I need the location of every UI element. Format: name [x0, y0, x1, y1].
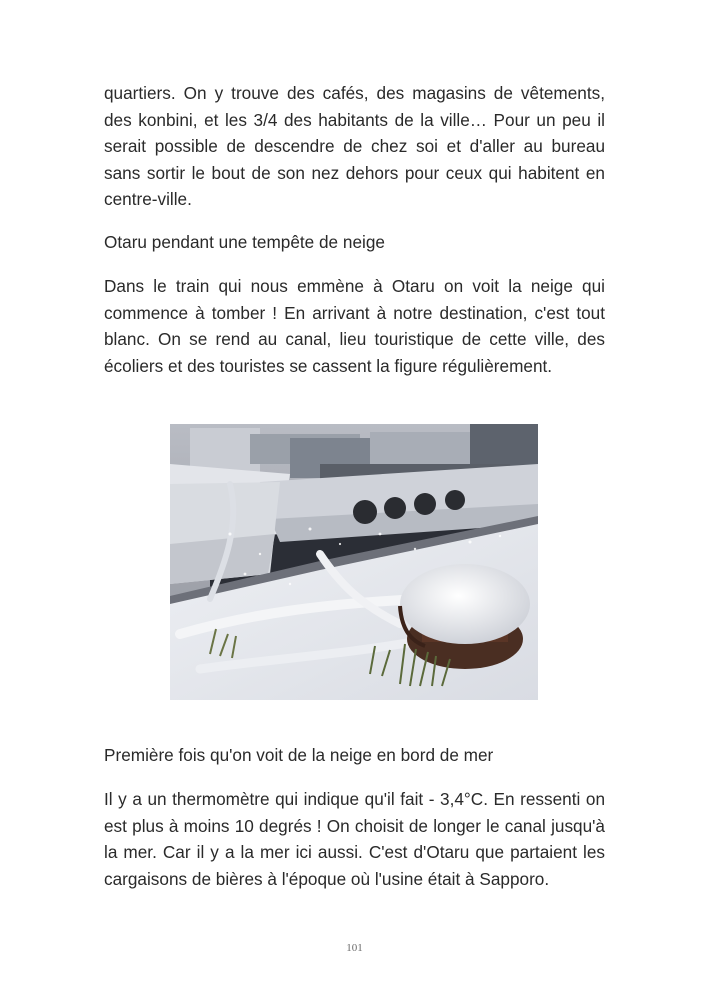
- paragraph-text: quartiers. On y trouve des cafés, des magasins de vêtements, des konbini, et les 3/4 des habitants de la ville… Pour un peu il serait possible de descendre de chez soi et d'aller au bureau sans sortir le bout de son nez dehors pour ceux qui habitent en centre-ville.: [104, 83, 605, 210]
- photo-illustration: [170, 424, 538, 700]
- section-heading-storm: Otaru pendant une tempête de neige: [104, 232, 385, 252]
- paragraph-thermometer: [104, 786, 605, 892]
- page-number: 101: [346, 942, 363, 954]
- heading-storm-block: [104, 229, 605, 256]
- canal-snow-photo: [170, 424, 538, 700]
- paragraph-train: [104, 273, 605, 379]
- paragraph-text: Il y a un thermomètre qui indique qu'il fait - 3,4°C. En ressenti on est plus à moins 10 degrés ! On choisit de longer le canal jusqu'à la mer. Car il y a la mer ici aussi. C'est d'Otaru que partaient les cargaisons de bières à l'époque où l'usine était à Sapporo.: [104, 789, 605, 889]
- paragraph-continued: [104, 80, 605, 213]
- section-heading-sea: Première fois qu'on voit de la neige en bord de mer: [104, 745, 494, 765]
- paragraph-text: Dans le train qui nous emmène à Otaru on voit la neige qui commence à tomber ! En arrivant à notre destination, c'est tout blanc. On se rend au canal, lieu touristique de cette ville, des écoliers et des touristes se cassent la figure régulièrement.: [104, 276, 605, 376]
- heading-sea-block: [104, 742, 605, 769]
